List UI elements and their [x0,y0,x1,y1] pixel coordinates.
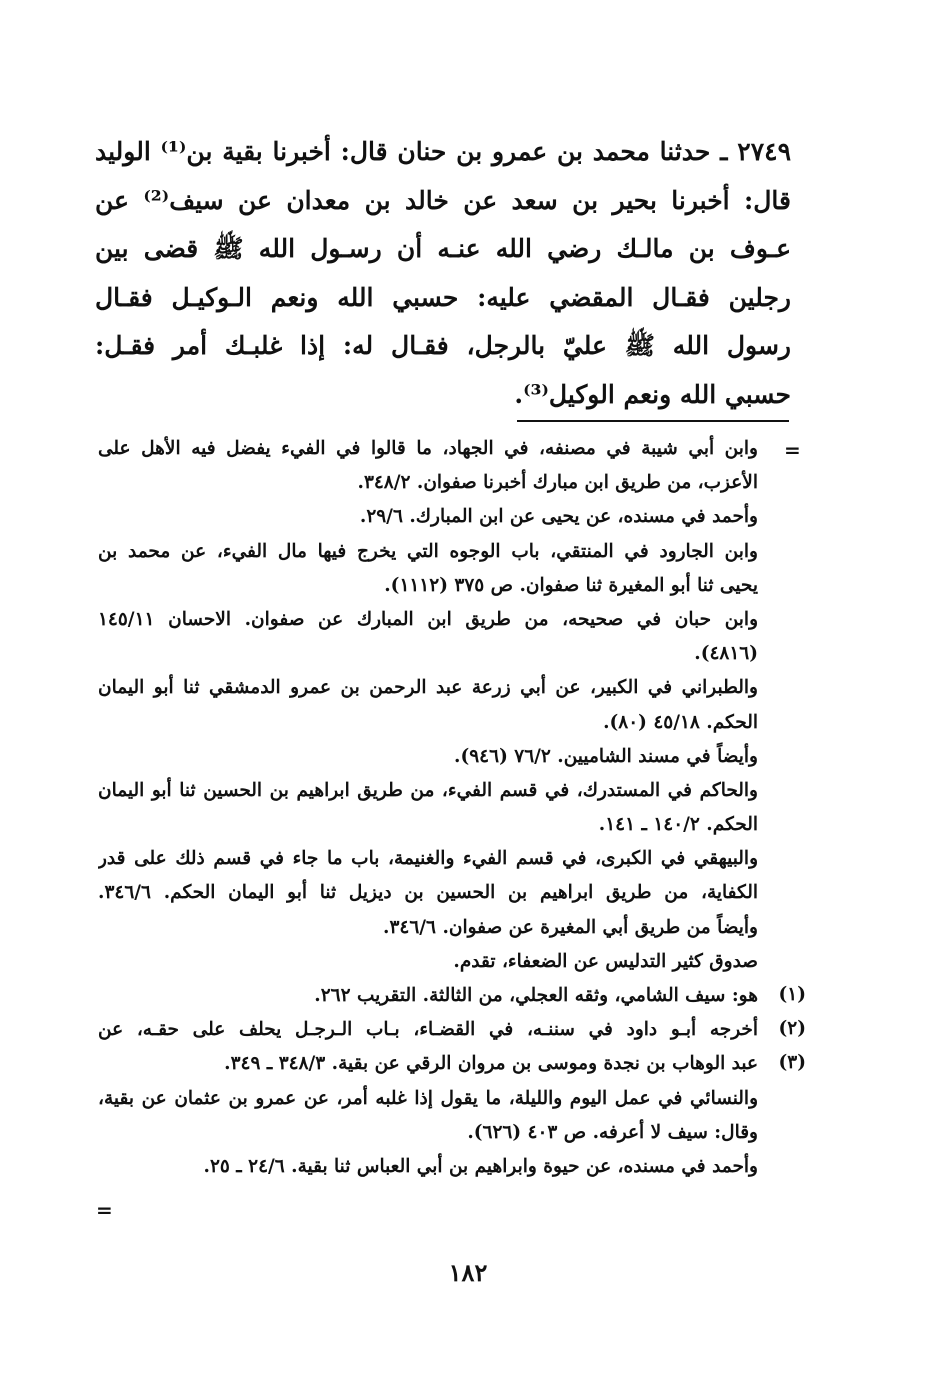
note-line: يحيى ثنا أبو المغيرة ثنا صفوان. ص ٣٧٥ (١١١٢). [384,574,758,596]
note-line: وابن أبي شيبة في مصنفه، في الجهاد، ما قالوا في الفيء يفضل فيه الأهل على [98,438,758,459]
note-line: (٤٨١٦). [694,643,758,665]
note-line: وأحمد في مسنده، عن يحيى عن ابن المبارك. ٢٩/٦. [359,506,758,528]
hadith-line: رسول الله ﷺ عليّ بالرجل، فقـال له: إذا غلبـك أمر فقـل: [95,331,791,360]
note-line: عبد الوهاب بن نجدة وموسى بن مروان الرقي عن بقية. ٣٤٨/٣ ـ ٣٤٩. [224,1053,758,1075]
note-line: والحاكم في المستدرك، في قسم الفيء، من طريق ابراهيم بن الحسين ثنا أبو اليمان [98,779,758,801]
note-line: الكفاية، من طريق ابراهيم بن الحسين بن ديزيل ثنا أبو اليمان الحكم. ٣٤٦/٦. [98,882,758,904]
footnote-2: هو: سيف الشامي، وثقه العجلي، من الثالثة. التقريب ٢٦٢. [314,985,758,1006]
continuation-marker: = [784,438,801,462]
note-line: وأيضاً في مسند الشاميين. ٧٦/٢ (٩٤٦). [454,745,758,767]
hadith-line: عـوف بن مالـك رضي الله عنـه أن رسـول الله ﷺ قضى بين [95,234,791,263]
footnote-numbers [766,978,806,1081]
note-line: وأيضاً من طريق أبي المغيرة عن صفوان. ٣٤٦/٦. [383,916,758,938]
note-line: الحكم. ١٤٠/٢ ـ ١٤١. [598,814,758,836]
footnote-1: صدوق كثير التدليس عن الضعفاء، تقدم. [453,950,758,972]
continuation-marker: = [96,1198,113,1222]
footnote-number: (٣) [778,1052,806,1074]
footnote-separator [517,420,789,422]
note-line: والبيهقي في الكبرى، في قسم الفيء والغنيمة، باب ما جاء في قسم ذلك على قدر [98,848,758,870]
footnote-3: أخرجه أبـو داود في سننـه، في القضـاء، بـاب الـرجـل يحلف على حقـه، عن [98,1019,758,1041]
note-line: وابن حبان في صحيحه، من طريق ابن المبارك عن صفوان. الاحسان ١٤٥/١١ [98,608,758,630]
note-line: والنسائي في عمل اليوم والليلة، ما يقول إذا غلبه أمر، عن عمرو بن عثمان عن بقية، [98,1087,758,1109]
note-line: والطبراني في الكبير، عن أبي زرعة عبد الرحمن بن عمرو الدمشقي ثنا أبو اليمان [98,677,758,699]
footnote-number: (٢) [778,1018,806,1040]
hadith-line: رجلين فقـال المقضي عليه: حسبي الله ونعم الـوكيـل فقـال [95,282,791,312]
page-number: ١٨٢ [448,1258,488,1287]
hadith-line: ٢٧٤٩ ـ حدثنا محمد بن عمرو بن حنان قال: أخبرنا بقية بن⁽¹⁾ الوليد [95,137,791,166]
note-line: وقال: سيف لا أعرفه. ص ٤٠٣ (٦٢٦). [467,1121,758,1143]
footnotes [98,432,758,1184]
note-line: الحكم. ٤٥/١٨ (٨٠). [603,711,758,733]
note-line: وأحمد في مسنده، عن حيوة وابراهيم بن أبي العباس ثنا بقية. ٢٤/٦ ـ ٢٥. [203,1155,758,1177]
hadith-line: حسبي الله ونعم الوكيل⁽³⁾. [514,379,791,409]
hadith-line: قال: أخبرنا بحير بن سعد عن خالد بن معدان عن سيف⁽²⁾ عن [95,185,791,215]
hadith-text [95,128,791,419]
note-line: وابن الجارود في المنتقي، باب الوجوه التي يخرج فيها مال الفيء، عن محمد بن [98,540,758,562]
note-line: الأعزب، من طريق ابن مبارك أخبرنا صفوان. ٣٤٨/٢. [357,472,758,494]
footnote-number: (١) [778,984,806,1005]
